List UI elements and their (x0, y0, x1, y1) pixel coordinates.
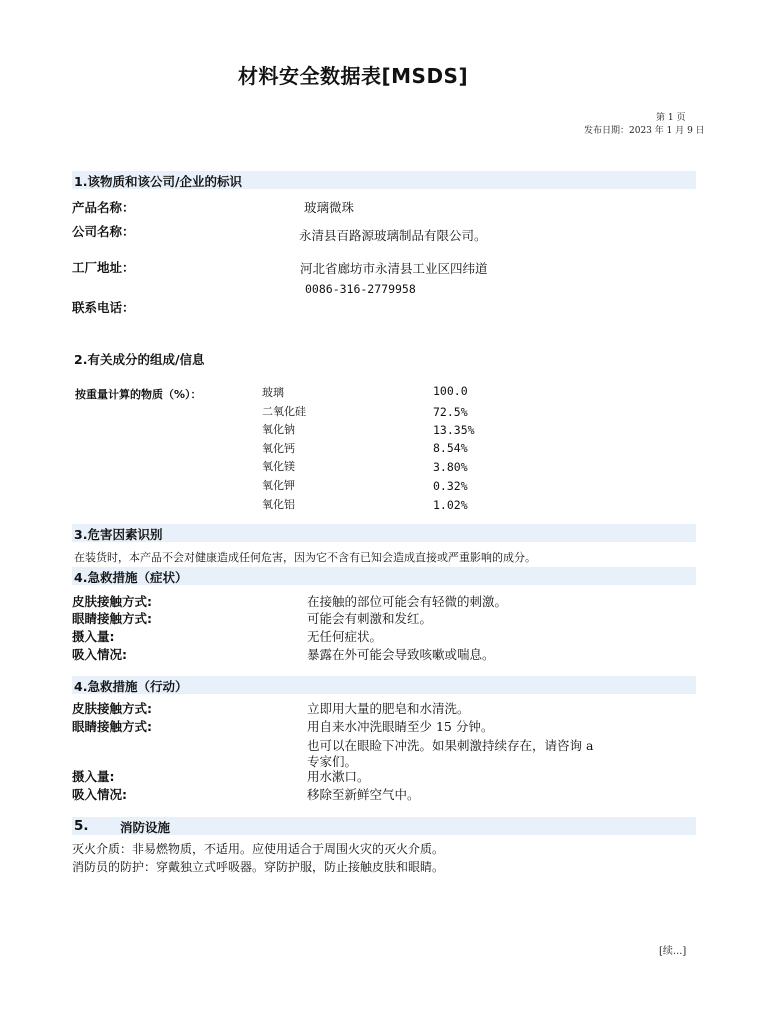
fire-media-text: 灭火介质：非易燃物质，不适用。应使用适合于周围火灾的灭火介质。 (72, 842, 445, 856)
section-5-number: 5. (74, 818, 89, 834)
section-4-symptoms-header (72, 567, 696, 585)
component-name: 氧化铝 (262, 498, 295, 511)
ingestion-action-value: 用水漱口。 (307, 769, 370, 784)
eye-action-value-line2: 也可以在眼睑下冲洗。如果刺激持续存在，请咨询 a (307, 738, 594, 753)
issue-date: 发布日期：2023 年 1 月 9 日 (584, 126, 705, 136)
skin-contact-value: 在接触的部位可能会有轻微的刺激。 (307, 594, 508, 609)
ingestion-value: 无任何症状。 (307, 629, 383, 644)
skin-contact-label: 皮肤接触方式: (72, 594, 152, 609)
inhalation-action-label: 吸入情况: (72, 787, 127, 802)
component-name: 二氧化硅 (262, 405, 306, 418)
eye-contact-value: 可能会有刺激和发红。 (307, 611, 433, 626)
page-number: 第 1 页 (656, 113, 686, 123)
component-name: 氧化钙 (262, 442, 295, 455)
section-3-header (72, 524, 696, 542)
component-value: 3.80% (433, 460, 468, 474)
product-name-label: 产品名称： (72, 200, 135, 215)
eye-action-value-line3: 专家们。 (307, 754, 358, 769)
section-4-symptoms-title: 4.急救措施（症状） (74, 570, 188, 585)
skin-action-value: 立即用大量的肥皂和水清洗。 (307, 701, 470, 716)
product-name-value: 玻璃微珠 (304, 200, 355, 215)
component-value: 1.02% (433, 498, 468, 512)
factory-address-label: 工厂地址： (72, 260, 135, 275)
component-value: 72.5% (433, 405, 468, 419)
section-4-actions-title: 4.急救措施（行动） (74, 679, 188, 694)
section-1-header (72, 171, 696, 189)
component-name: 玻璃 (262, 386, 284, 399)
section-2-title: 2.有关成分的组成/信息 (74, 352, 205, 367)
company-name-label: 公司名称： (72, 224, 135, 239)
component-name: 氧化钠 (262, 423, 295, 436)
phone-label: 联系电话： (72, 300, 135, 315)
factory-address-value: 河北省廊坊市永清县工业区四纬道 (300, 261, 488, 276)
component-value: 0.32% (433, 479, 468, 493)
inhalation-value: 暴露在外可能会导致咳嗽或喘息。 (307, 647, 495, 662)
eye-action-value-line1: 用自来水冲洗眼睛至少 15 分钟。 (307, 719, 494, 734)
skin-action-label: 皮肤接触方式: (72, 701, 152, 716)
section-5-title: 消防设施 (120, 820, 171, 835)
component-name: 氧化镁 (262, 460, 295, 473)
firefighter-protection-text: 消防员的防护：穿戴独立式呼吸器。穿防护服，防止接触皮肤和眼睛。 (72, 860, 445, 874)
hazard-text: 在装货时，本产品不会对健康造成任何危害，因为它不含有已知会造成直接或严重影响的成分。 (74, 551, 536, 564)
phone-value: 0086-316-2779958 (305, 282, 416, 296)
section-1-title: 1.该物质和该公司/企业的标识 (74, 174, 243, 189)
inhalation-action-value: 移除至新鲜空气中。 (307, 787, 420, 802)
component-name: 氧化钾 (262, 479, 295, 492)
section-5-header (72, 817, 696, 835)
weight-basis-label: 按重量计算的物质（%）： (75, 388, 202, 401)
ingestion-label: 摄入量: (72, 629, 115, 644)
company-name-value: 永清县百路源玻璃制品有限公司。 (299, 228, 487, 243)
section-4-actions-header (72, 676, 696, 694)
component-value: 13.35% (433, 423, 475, 437)
component-value: 8.54% (433, 441, 468, 455)
continued-marker: [续...] (659, 946, 687, 957)
eye-contact-label: 眼睛接触方式: (72, 611, 152, 626)
component-value: 100.0 (433, 384, 468, 398)
ingestion-action-label: 摄入量: (72, 769, 115, 784)
section-3-title: 3.危害因素识别 (74, 527, 163, 542)
eye-action-label: 眼睛接触方式: (72, 719, 152, 734)
document-title: 材料安全数据表[MSDS] (238, 64, 469, 88)
inhalation-label: 吸入情况: (72, 647, 127, 662)
